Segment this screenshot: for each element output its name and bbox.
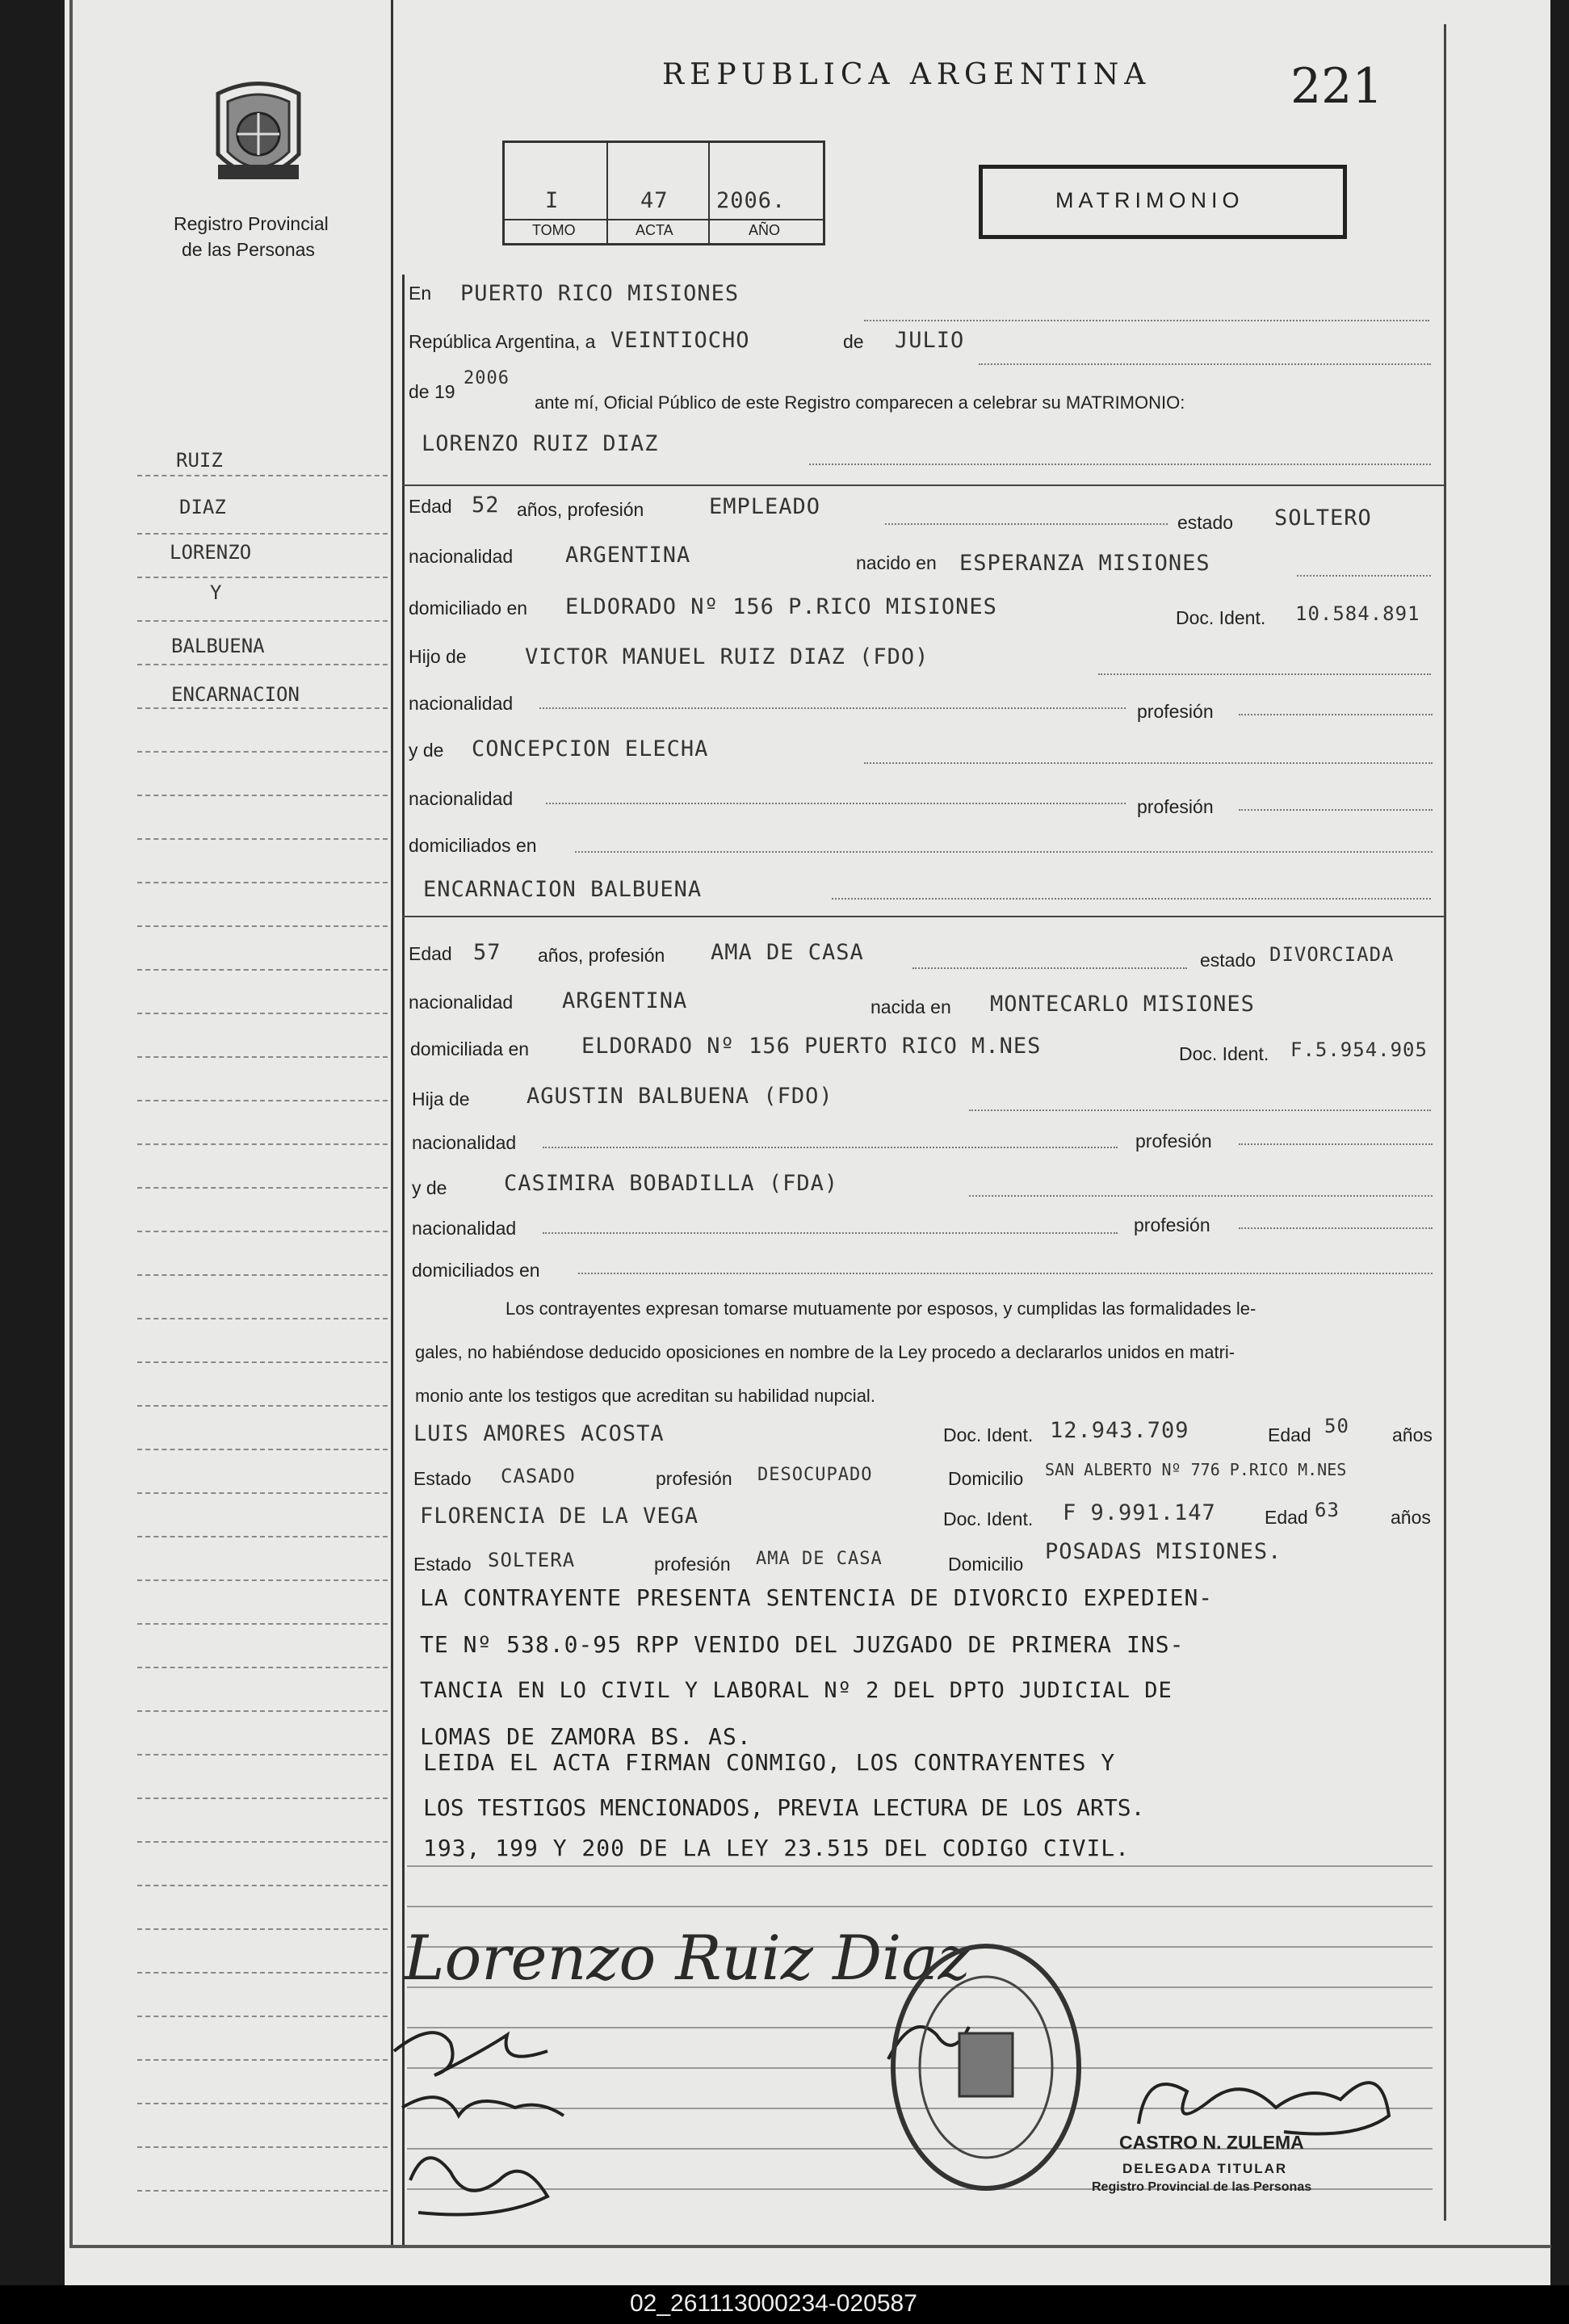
witness1-doc-label: Doc. Ident.	[943, 1424, 1034, 1445]
official-title: DELEGADA TITULAR	[1122, 2161, 1288, 2176]
margin-ruled-line	[137, 620, 388, 622]
witness1-doc: 12.943.709	[1050, 1418, 1189, 1443]
margin-ruled-line	[137, 1492, 388, 1494]
bride-nationality: ARGENTINA	[562, 988, 688, 1013]
margin-ruled-line	[137, 1056, 388, 1058]
annotation-line-6: LOS TESTIGOS MENCIONADOS, PREVIA LECTURA DE LOS ARTS.	[423, 1794, 1145, 1821]
bride-parents-domicile-line	[578, 1273, 1433, 1274]
groom-mother-nationality-label: nacionalidad	[409, 788, 514, 809]
margin-ruled-line	[137, 2103, 388, 2104]
groom-birthplace: ESPERANZA MISIONES	[959, 551, 1210, 576]
bride-mother-nationality-line	[543, 1232, 1118, 1234]
margin-ruled-line	[137, 1798, 388, 1799]
witness2-domicile: POSADAS MISIONES.	[1045, 1539, 1282, 1564]
groom-profession: EMPLEADO	[709, 494, 821, 519]
intro-year-prefix: de 19	[409, 381, 455, 402]
witness2-domicile-label: Domicilio	[948, 1554, 1024, 1575]
annotation-line-3: TANCIA EN LO CIVIL Y LABORAL Nº 2 DEL DPTO JUDICIAL DE	[420, 1678, 1173, 1703]
ano-value: 2006.	[716, 188, 787, 213]
groom-estado-label: estado	[1177, 512, 1234, 533]
bride-father: AGUSTIN BALBUENA (FDO)	[526, 1084, 833, 1109]
groom-nationality: ARGENTINA	[565, 543, 691, 568]
bride-estado-label: estado	[1200, 950, 1256, 971]
margin-ruled-line	[137, 577, 388, 578]
witness1-profession-label: profesión	[656, 1468, 732, 1489]
margin-ruled-line	[137, 1449, 388, 1450]
groom-mother-profession-label: profesión	[1137, 796, 1214, 817]
bride-mother-profession-label: profesión	[1134, 1214, 1210, 1235]
groom-age-label: Edad	[409, 496, 452, 517]
margin-ruled-line	[137, 838, 388, 840]
month-line	[979, 363, 1431, 365]
witness2-profession-label: profesión	[654, 1554, 731, 1575]
margin-ruled-line	[137, 1318, 388, 1319]
left-column-border	[391, 0, 393, 2245]
bride-father-profession-line	[1239, 1143, 1433, 1145]
declaration-line-1: Los contrayentes expresan tomarse mutuamente por esposos, y cumplidas las formalidades le-	[506, 1298, 1256, 1319]
witness2-years-label: años	[1391, 1507, 1431, 1528]
bride-father-profession-label: profesión	[1135, 1131, 1212, 1152]
groom-signature: Lorenzo Ruiz Diaz	[404, 1922, 971, 1994]
bride-doc: F.5.954.905	[1290, 1038, 1428, 1061]
margin-ruled-line	[137, 2059, 388, 2061]
margin-note-4: Y	[210, 581, 222, 604]
bride-and-of-label: y de	[412, 1177, 447, 1198]
margin-ruled-line	[137, 1623, 388, 1625]
margin-ruled-line	[137, 2016, 388, 2017]
groom-domicile-label: domiciliado en	[409, 598, 528, 619]
margin-ruled-line	[137, 1187, 388, 1189]
bride-profession-label: años, profesión	[538, 945, 665, 966]
groom-parents-domicile-line	[575, 851, 1433, 853]
marriage-day: VEINTIOCHO	[610, 328, 750, 353]
bride-age: 57	[473, 940, 501, 965]
groom-name-line	[809, 464, 1431, 465]
footer-caption: 02_261113000234-020587	[630, 2290, 917, 2317]
margin-ruled-line	[137, 533, 388, 535]
country-heading: REPUBLICA ARGENTINA	[662, 58, 1152, 91]
annotation-line-1: LA CONTRAYENTE PRESENTA SENTENCIA DE DIVORCIO EXPEDIEN-	[420, 1584, 1214, 1611]
margin-ruled-line	[137, 1013, 388, 1014]
groom-profession-line	[885, 523, 1168, 525]
bride-birthplace: MONTECARLO MISIONES	[990, 992, 1255, 1017]
bride-mother-line	[969, 1195, 1433, 1197]
acta-value: 47	[640, 188, 669, 213]
registry-emblem-icon	[202, 78, 315, 199]
groom-doc-label: Doc. Ident.	[1176, 607, 1266, 628]
margin-note-6: ENCARNACION	[171, 683, 300, 706]
acta-label: ACTA	[636, 222, 673, 238]
marriage-year: 2006	[464, 368, 510, 388]
margin-ruled-line	[137, 1972, 388, 1974]
page-number: 221	[1290, 58, 1383, 115]
marriage-place: PUERTO RICO MISIONES	[460, 281, 740, 306]
margin-ruled-line	[137, 882, 388, 883]
bride-profession: AMA DE CASA	[711, 940, 864, 965]
groom-parents-domicile-label: domiciliados en	[409, 835, 537, 856]
bride-mother-profession-line	[1239, 1227, 1433, 1229]
margin-ruled-line	[137, 1405, 388, 1407]
annotation-line-2: TE Nº 538.0-95 RPP VENIDO DEL JUZGADO DE PRIMERA INS-	[420, 1631, 1185, 1658]
bride-mother-nationality-label: nacionalidad	[412, 1218, 517, 1239]
groom-father-line	[1098, 673, 1431, 675]
bride-estado: DIVORCIADA	[1269, 943, 1395, 966]
tomo-label: TOMO	[532, 222, 576, 238]
margin-note-5: BALBUENA	[171, 635, 265, 657]
official-office: Registro Provincial de las Personas	[1092, 2180, 1312, 2194]
margin-ruled-line	[137, 925, 388, 927]
bride-father-nationality-line	[543, 1147, 1118, 1148]
witness1-age-label: Edad	[1268, 1424, 1311, 1445]
margin-ruled-line	[137, 1667, 388, 1668]
official-name: CASTRO N. ZULEMA	[1119, 2132, 1304, 2153]
margin-ruled-line	[137, 1231, 388, 1232]
groom-estado: SOLTERO	[1274, 505, 1372, 531]
groom-age: 52	[472, 493, 500, 518]
bride-name: ENCARNACION BALBUENA	[423, 877, 703, 902]
bride-age-label: Edad	[409, 943, 452, 964]
margin-ruled-line	[137, 664, 388, 665]
registry-name-line2: de las Personas	[182, 239, 315, 260]
witness2-profession: AMA DE CASA	[756, 1549, 883, 1569]
groom-birthplace-line	[1297, 575, 1431, 577]
bride-daughter-of-label: Hija de	[412, 1089, 470, 1110]
margin-ruled-line	[137, 1100, 388, 1101]
binding-line	[69, 0, 73, 2245]
groom-mother-line	[864, 762, 1433, 764]
margin-ruled-line	[137, 1361, 388, 1363]
groom-mother-nationality-line	[546, 803, 1126, 804]
margin-ruled-line	[137, 751, 388, 753]
intro-de-label: de	[843, 331, 864, 352]
annotation-line-7: 193, 199 Y 200 DE LA LEY 23.515 DEL CODIGO CIVIL.	[423, 1835, 1131, 1861]
document-type-label: MATRIMONIO	[1055, 188, 1244, 212]
witness1-profession: DESOCUPADO	[757, 1465, 873, 1485]
bride-name-line	[832, 898, 1431, 900]
bride-section-rule	[402, 916, 1444, 917]
official-seal-icon	[885, 1938, 1087, 2196]
tomo-value: I	[545, 188, 560, 213]
intro-text: ante mí, Oficial Público de este Registro comparecen a celebrar su MATRIMONIO:	[535, 392, 1185, 413]
margin-ruled-line	[137, 1928, 388, 1930]
groom-nationality-label: nacionalidad	[409, 546, 514, 567]
groom-father: VICTOR MANUEL RUIZ DIAZ (FDO)	[525, 644, 929, 669]
annotation-ruled-line	[407, 1906, 1433, 1907]
bride-father-nationality-label: nacionalidad	[412, 1132, 517, 1153]
margin-ruled-line	[137, 1754, 388, 1756]
groom-profession-label: años, profesión	[517, 499, 644, 520]
declaration-line-2: gales, no habiéndose deducido oposiciones en nombre de la Ley procedo a declararlos unidos en matri-	[415, 1342, 1235, 1362]
witness1-estado-label: Estado	[413, 1468, 472, 1489]
right-border	[1444, 24, 1446, 2221]
margin-ruled-line	[137, 1841, 388, 1843]
margin-ruled-line	[137, 795, 388, 796]
bride-profession-line	[912, 967, 1187, 969]
groom-father-nationality-label: nacionalidad	[409, 693, 514, 714]
witness2-age: 63	[1315, 1499, 1340, 1521]
registry-name-line1: Registro Provincial	[174, 213, 329, 234]
groom-address: ELDORADO Nº 156 P.RICO MISIONES	[565, 594, 997, 619]
bride-mother: CASIMIRA BOBADILLA (FDA)	[504, 1171, 839, 1196]
witness1-domicile: SAN ALBERTO Nº 776 P.RICO M.NES	[1045, 1460, 1347, 1479]
witness1-name: LUIS AMORES ACOSTA	[413, 1421, 665, 1446]
margin-ruled-line	[137, 2190, 388, 2192]
record-number-box	[502, 141, 825, 245]
declaration-line-3: monio ante los testigos que acreditan su habilidad nupcial.	[415, 1386, 875, 1406]
bride-doc-label: Doc. Ident.	[1179, 1043, 1269, 1064]
annotation-line-4: LOMAS DE ZAMORA BS. AS.	[420, 1723, 752, 1750]
bride-born-label: nacida en	[871, 996, 951, 1017]
annotation-ruled-line	[407, 1865, 1433, 1867]
groom-doc: 10.584.891	[1295, 602, 1420, 625]
margin-note-3: LORENZO	[170, 541, 252, 564]
margin-ruled-line	[137, 1274, 388, 1276]
witness1-years-label: años	[1392, 1424, 1433, 1445]
groom-and-of-label: y de	[409, 740, 444, 761]
bride-parents-domicile-label: domiciliados en	[412, 1260, 540, 1281]
margin-rule	[137, 475, 388, 476]
witness1-domicile-label: Domicilio	[948, 1468, 1024, 1489]
witness1-age: 50	[1324, 1415, 1349, 1437]
margin-ruled-line	[137, 1536, 388, 1537]
groom-mother: CONCEPCION ELECHA	[472, 736, 709, 761]
margin-ruled-line	[137, 1579, 388, 1581]
groom-son-of-label: Hijo de	[409, 646, 467, 667]
intro-republic-label: República Argentina, a	[409, 331, 596, 352]
document-type-box	[979, 165, 1347, 239]
margin-ruled-line	[137, 707, 388, 709]
margin-ruled-line	[137, 2146, 388, 2148]
witness2-estado-label: Estado	[413, 1554, 472, 1575]
margin-ruled-line	[137, 1143, 388, 1145]
margin-ruled-line	[137, 1710, 388, 1712]
bride-address: ELDORADO Nº 156 PUERTO RICO M.NES	[581, 1034, 1042, 1059]
groom-father-nationality-line	[539, 707, 1126, 709]
margin-note-2: DIAZ	[179, 496, 226, 518]
margin-ruled-line	[137, 969, 388, 971]
groom-father-profession-line	[1239, 714, 1433, 715]
intro-en-label: En	[409, 283, 432, 304]
annotation-line-5: LEIDA EL ACTA FIRMAN CONMIGO, LOS CONTRAYENTES Y	[423, 1749, 1116, 1776]
marriage-month: JULIO	[895, 328, 965, 353]
groom-section-rule	[402, 485, 1444, 486]
bottom-border	[69, 2245, 1551, 2248]
ano-label: AÑO	[749, 222, 781, 238]
place-line	[864, 320, 1429, 321]
groom-born-label: nacido en	[856, 552, 937, 573]
witness2-doc: F 9.991.147	[1063, 1500, 1216, 1525]
witness2-estado: SOLTERA	[488, 1549, 576, 1571]
margin-ruled-line	[137, 1885, 388, 1886]
groom-name: LORENZO RUIZ DIAZ	[422, 431, 659, 456]
witness-signatures-icon	[386, 2019, 628, 2229]
bride-domicile-label: domiciliada en	[410, 1038, 530, 1059]
witness2-name: FLORENCIA DE LA VEGA	[420, 1504, 699, 1529]
witness2-age-label: Edad	[1265, 1507, 1308, 1528]
bride-father-line	[969, 1110, 1431, 1111]
margin-note-1: RUIZ	[176, 449, 223, 472]
witness2-doc-label: Doc. Ident.	[943, 1508, 1034, 1529]
groom-father-profession-label: profesión	[1137, 701, 1214, 722]
groom-mother-profession-line	[1239, 809, 1433, 811]
bride-nationality-label: nacionalidad	[409, 992, 514, 1013]
witness1-estado: CASADO	[501, 1465, 576, 1487]
